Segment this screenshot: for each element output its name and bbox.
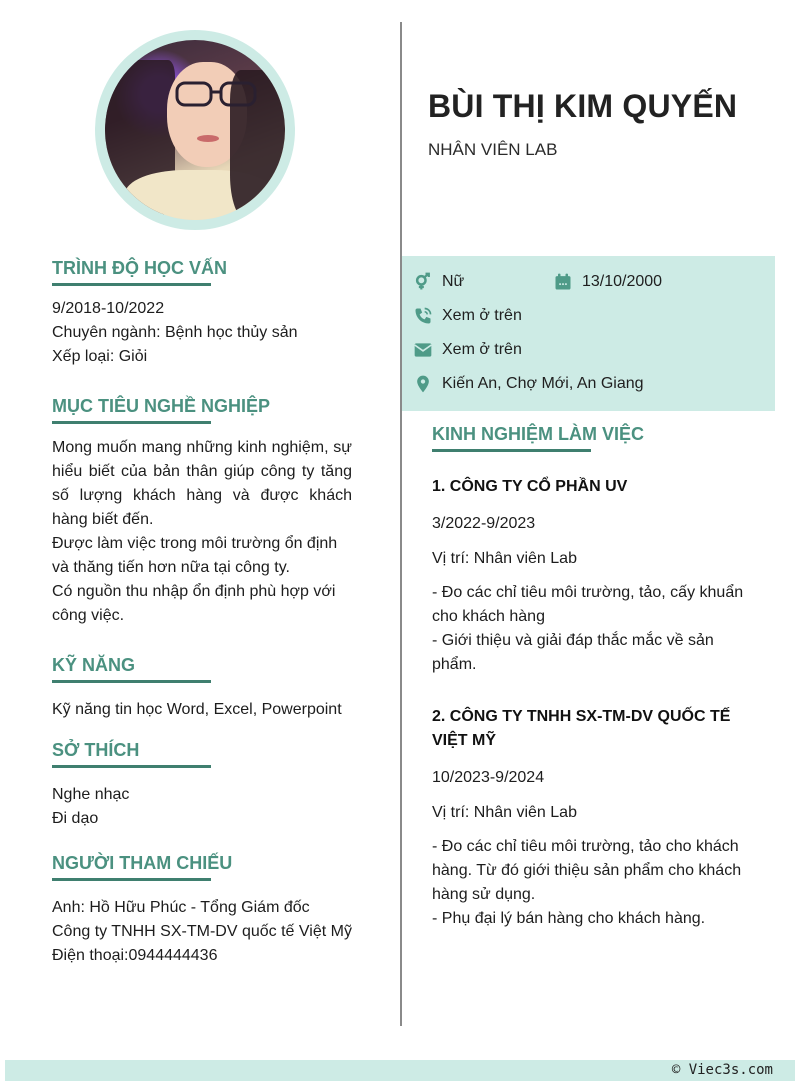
reference-name: Anh: Hồ Hữu Phúc - Tổng Giám đốc xyxy=(52,899,310,916)
address-row xyxy=(412,373,644,395)
address-value: Kiến An, Chợ Mới, An Giang xyxy=(442,375,644,392)
gender-icon xyxy=(412,271,434,293)
birthday-value: 13/10/2000 xyxy=(582,273,663,290)
phone-row xyxy=(412,305,522,327)
objective-paragraph: Được làm việc trong môi trường ổn định và thăng tiến hơn nữa tại công ty. xyxy=(52,535,338,576)
gender-row xyxy=(412,271,464,293)
reference-company: Công ty TNHH SX-TM-DV quốc tế Việt Mỹ xyxy=(52,923,352,940)
job-period: 10/2023-9/2024 xyxy=(432,769,545,786)
skills-title: KỸ NĂNG xyxy=(52,655,352,680)
avatar xyxy=(105,40,285,220)
education-section xyxy=(52,258,352,369)
email-value: Xem ở trên xyxy=(442,341,522,358)
references-title: NGƯỜI THAM CHIẾU xyxy=(52,853,352,878)
objective-paragraph: Có nguồn thu nhập ổn định phù hợp với công việc. xyxy=(52,583,336,624)
hobbies-section xyxy=(52,740,352,831)
job-entry xyxy=(432,475,762,677)
hobby-item: Đi dạo xyxy=(52,810,99,827)
objective-paragraph: Mong muốn mang những kinh nghiệm, sự hiểu biết của bản thân giúp công ty tăng số lượng khách hàng và được khách hàng biết đến. xyxy=(52,439,352,528)
experience-section xyxy=(432,424,762,931)
reference-phone: Điện thoại:0944444436 xyxy=(52,947,218,964)
job-period: 3/2022-9/2023 xyxy=(432,515,536,532)
job-duty: - Đo các chỉ tiêu môi trường, tảo, cấy khuẩn cho khách hàng xyxy=(432,584,744,625)
education-title: TRÌNH ĐỘ HỌC VẤN xyxy=(52,258,352,283)
job-entry xyxy=(432,705,762,931)
footer-copyright: © Viec3s.com xyxy=(671,1062,773,1078)
education-grade: Xếp loại: Giỏi xyxy=(52,348,148,365)
column-divider xyxy=(400,22,402,1026)
job-position: Vị trí: Nhân viên Lab xyxy=(432,804,577,821)
education-period: 9/2018-10/2022 xyxy=(52,300,165,317)
birthday-row xyxy=(552,271,662,293)
hobbies-title: SỞ THÍCH xyxy=(52,740,352,765)
email-icon xyxy=(412,339,434,361)
objective-title: MỤC TIÊU NGHỀ NGHIỆP xyxy=(52,396,352,421)
references-section xyxy=(52,853,352,968)
avatar-frame xyxy=(95,30,295,230)
job-position: Vị trí: Nhân viên Lab xyxy=(432,550,577,567)
job-company: 1. CÔNG TY CỔ PHẦN UV xyxy=(432,478,628,495)
email-row xyxy=(412,339,522,361)
job-company: 2. CÔNG TY TNHH SX-TM-DV QUỐC TẾ VIỆT MỸ xyxy=(432,708,731,749)
job-duty: - Giới thiệu và giải đáp thắc mắc về sản phẩm. xyxy=(432,632,714,673)
skill-item: Kỹ năng tin học Word, Excel, Powerpoint xyxy=(52,701,342,718)
phone-value: Xem ở trên xyxy=(442,307,522,324)
skills-section xyxy=(52,655,352,722)
job-duty: - Đo các chỉ tiêu môi trường, tảo cho khách hàng. Từ đó giới thiệu sản phẩm cho khách hàng sử dụng. xyxy=(432,838,742,903)
contact-info-panel xyxy=(402,256,775,411)
education-major: Chuyên ngành: Bệnh học thủy sản xyxy=(52,324,298,341)
phone-icon xyxy=(412,305,434,327)
gender-value: Nữ xyxy=(442,273,465,290)
calendar-icon xyxy=(552,271,574,293)
experience-title: KINH NGHIỆM LÀM VIỆC xyxy=(432,424,762,449)
job-duty: - Phụ đại lý bán hàng cho khách hàng. xyxy=(432,910,706,927)
location-pin-icon xyxy=(412,373,434,395)
candidate-name: BÙI THỊ KIM QUYẾN xyxy=(428,88,738,124)
objective-section xyxy=(52,396,352,628)
footer-bar xyxy=(5,1060,795,1081)
candidate-role: NHÂN VIÊN LAB xyxy=(428,140,558,159)
hobby-item: Nghe nhạc xyxy=(52,786,130,803)
